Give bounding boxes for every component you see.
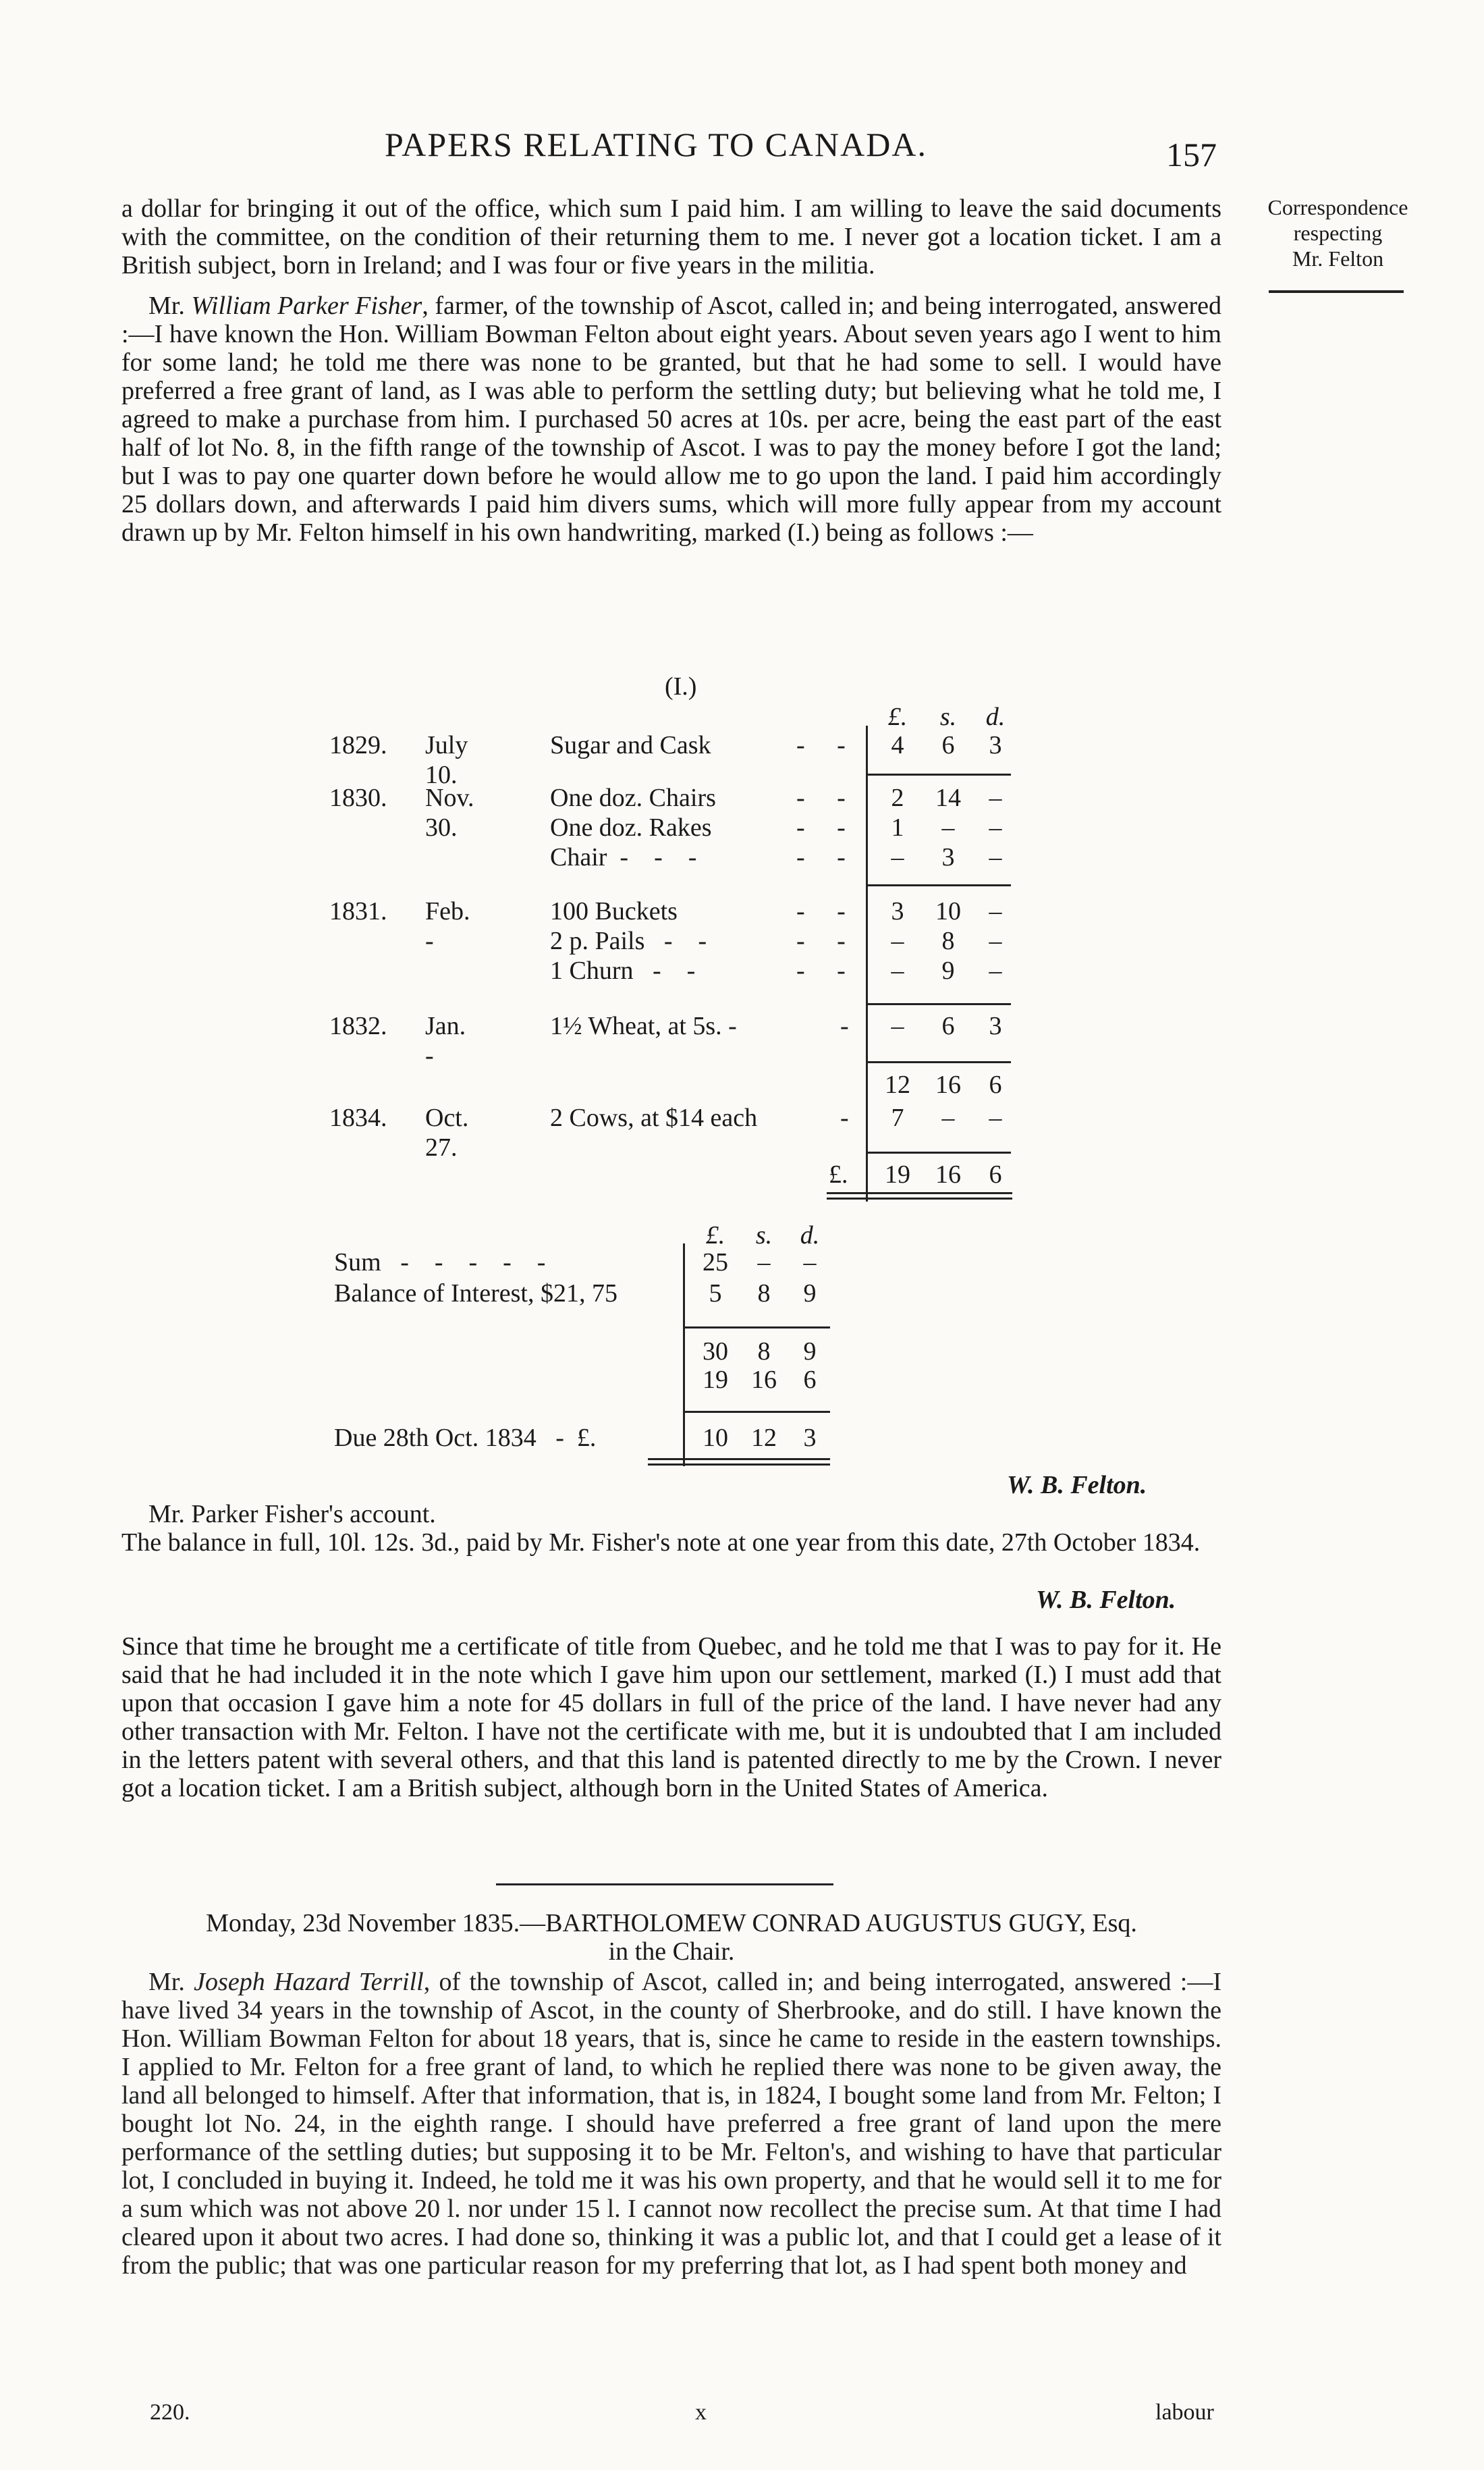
amount-pence: – xyxy=(989,784,1002,812)
amount-pounds: 12 xyxy=(885,1071,910,1099)
margin-note-rule xyxy=(1269,290,1404,293)
summary-shillings: 12 xyxy=(751,1424,777,1452)
entry-leader: - xyxy=(840,1012,849,1040)
entry-leader: - - xyxy=(796,843,846,871)
total-pounds: 19 xyxy=(885,1160,910,1189)
entry-item: Chair - - - xyxy=(550,843,697,871)
footer-catchword: labour xyxy=(1155,2400,1214,2425)
amount-pence: – xyxy=(989,813,1002,842)
signature: W. B. Felton. xyxy=(1036,1586,1176,1614)
entry-item: 1½ Wheat, at 5s. - xyxy=(550,1012,737,1040)
currency-header: £. xyxy=(887,703,908,731)
summary-label: Balance of Interest, $21, 75 xyxy=(334,1279,617,1308)
ledger-rule xyxy=(866,1061,1011,1063)
summary-shillings: 8 xyxy=(757,1279,771,1308)
currency-header: d. xyxy=(985,703,1006,731)
witness-name: William Parker Fisher xyxy=(191,292,422,320)
summary-pounds: 25 xyxy=(703,1248,728,1277)
account-title: (I.) xyxy=(665,672,697,701)
amount-pounds: 2 xyxy=(891,784,904,812)
page-header-title: PAPERS RELATING TO CANADA. xyxy=(385,126,927,163)
entry-item: 2 p. Pails - - xyxy=(550,927,707,955)
summary-shillings: – xyxy=(757,1248,771,1277)
amount-shillings: 14 xyxy=(935,784,961,812)
amount-pence: 3 xyxy=(989,1012,1002,1040)
entry-item: 100 Buckets xyxy=(550,897,678,925)
entry-leader: - - xyxy=(796,784,846,812)
summary-rule xyxy=(683,1326,830,1328)
amount-pence: 3 xyxy=(989,731,1002,759)
paragraph-continued: a dollar for bringing it out of the office, which sum I paid him. I am willing to leave the said documents with the committee, on the condition of their returning them to me. I never got a location ticket. I am a British subject, born in Ireland; and I was four or five years in the militia. xyxy=(121,194,1221,279)
entry-date: July 10. xyxy=(425,731,468,789)
paragraph-certificate: Since that time he brought me a certificate of title from Quebec, and he told me that I was to pay for it. He said that he had included it in the note which I gave him upon our settlement, marked (I.) I must add that upon that occasion I gave him a note for 45 dollars in full of the price of the land. I have never had any other transaction with Mr. Felton. I have not the certificate with me, but it is undoubted that I am included in the letters patent with several others, and that this land is patented directly to me by the Crown. I never got a location ticket. I am a British subject, although born in the United States of America. xyxy=(121,1632,1221,1802)
section-divider xyxy=(496,1883,833,1885)
footer-signature-mark: x xyxy=(695,2400,707,2425)
entry-leader: - - xyxy=(796,813,846,842)
summary-rule xyxy=(683,1411,830,1413)
amount-pounds: 7 xyxy=(891,1104,904,1132)
summary-double-rule xyxy=(648,1464,830,1466)
account-note xyxy=(121,1500,1221,1557)
amount-pounds: 1 xyxy=(891,813,904,842)
margin-note-line: Mr. Felton xyxy=(1292,246,1384,271)
balance-note: The balance in full, 10l. 12s. 3d., paid by Mr. Fisher's note at one year from this date, 27th October 1834. xyxy=(121,1528,1201,1557)
amount-pence: – xyxy=(989,897,1002,925)
entry-item: One doz. Rakes xyxy=(550,813,712,842)
margin-note-line: Correspondence xyxy=(1267,195,1408,219)
ledger-double-rule xyxy=(827,1192,1012,1194)
margin-note-line: respecting xyxy=(1293,221,1383,245)
amount-shillings: 10 xyxy=(935,897,961,925)
summary-pence: 6 xyxy=(803,1366,817,1394)
ledger-rule xyxy=(866,774,1011,776)
ledger-rule xyxy=(866,1003,1011,1005)
session-date: Monday, 23d November 1835.—BARTHOLOMEW CONRAD AUGUSTUS GUGY, Esq. xyxy=(206,1909,1137,1937)
ledger-double-rule xyxy=(827,1198,1012,1200)
paragraph-fisher: Mr. William Parker Fisher, farmer, of the township of Ascot, called in; and being interrogated, answered :—I have known the Hon. William Bowman Felton about eight years. About seven years ago I went to him for some land; he told me there was none to be granted, but that he had some to sell. I would have preferred a free grant of land, as I was able to perform the settling duty; but believing what he told me, I agreed to make a purchase from him. I purchased 50 acres at 10s. per acre, being the east part of the east half of lot No. 8, in the fifth range of the township of Ascot. I was to pay the money before I got the land; but I was to pay one quarter down before he would allow me to go upon the land. I paid him accordingly 25 dollars down, and afterwards I paid him divers sums, which will more fully appear from my account drawn up by Mr. Felton himself in his own handwriting, marked (I.) being as follows :— xyxy=(121,292,1221,547)
amount-shillings: 16 xyxy=(935,1071,961,1099)
ledger-column-rule xyxy=(866,726,868,1202)
ledger-rule xyxy=(866,1152,1011,1154)
entry-leader: - - xyxy=(796,957,846,985)
total-pence: 6 xyxy=(989,1160,1002,1189)
amount-pence: – xyxy=(989,927,1002,955)
summary-pence: – xyxy=(803,1248,817,1277)
currency-header: £. xyxy=(705,1221,725,1250)
summary-pounds: 19 xyxy=(703,1366,728,1394)
total-shillings: 16 xyxy=(935,1160,961,1189)
testimony-paragraph xyxy=(121,194,1221,547)
summary-double-rule xyxy=(648,1458,830,1460)
entry-year: 1832. xyxy=(329,1012,387,1040)
paragraph-terrill-text: Mr. Joseph Hazard Terrill, of the township of Ascot, called in; and being interrogated, answered :—I have lived 34 years in the township of Ascot, in the county of Sherbrooke, and do still. I have known the Hon. William Bowman Felton for about 18 years, that is, since he came to reside in the eastern townships. I applied to Mr. Felton for a free grant of land, to which he replied there was none to be given away, the land all belonged to himself. After that information, that is, in 1824, I bought some land from Mr. Felton; I bought lot No. 24, in the eighth range. I should have preferred a free grant of land upon the mere performance of the settling duties; but supposing it to be Mr. Felton's, and wishing to have that particular lot, I concluded in buying it. Indeed, he told me it was his own property, and that he would sell it to me for a sum which was not above 20 l. nor under 15 l. I cannot now recollect the precise sum. At that time I had cleared upon it about two acres. I had done so, thinking it was a public lot, and that I could get a lease of it from the public; that was one particular reason for my preferring that lot, as I had spent both money and xyxy=(121,1968,1222,2280)
margin-note xyxy=(1248,194,1427,271)
entry-year: 1829. xyxy=(329,731,387,759)
entry-item: 2 Cows, at $14 each xyxy=(550,1104,758,1132)
summary-label: Due 28th Oct. 1834 - £. xyxy=(334,1424,597,1452)
amount-shillings: 8 xyxy=(941,927,955,955)
currency-header: d. xyxy=(800,1221,820,1250)
summary-column-rule xyxy=(683,1243,685,1466)
entry-item: Sugar and Cask xyxy=(550,731,711,759)
amount-shillings: – xyxy=(941,813,955,842)
amount-shillings: – xyxy=(941,1104,955,1132)
amount-pounds: 4 xyxy=(891,731,904,759)
amount-pence: 6 xyxy=(989,1071,1002,1099)
entry-date: Feb. - xyxy=(425,897,470,955)
footer-sheet-number: 220. xyxy=(150,2400,190,2425)
entry-leader: - - xyxy=(796,897,846,925)
entry-date: Oct. 27. xyxy=(425,1104,469,1162)
signature: W. B. Felton. xyxy=(1007,1471,1147,1499)
amount-shillings: 3 xyxy=(941,843,955,871)
amount-shillings: 6 xyxy=(941,731,955,759)
entry-date: Jan. - xyxy=(425,1012,466,1070)
summary-pounds: 30 xyxy=(703,1337,728,1366)
entry-leader: - - xyxy=(796,731,846,759)
entry-item: 1 Churn - - xyxy=(550,957,696,985)
entry-item: One doz. Chairs xyxy=(550,784,716,812)
amount-pounds: – xyxy=(891,957,904,985)
amount-pence: – xyxy=(989,957,1002,985)
paragraph-terrill xyxy=(121,1968,1221,2280)
amount-pounds: – xyxy=(891,1012,904,1040)
currency-header: s. xyxy=(939,703,957,731)
amount-shillings: 9 xyxy=(941,957,955,985)
summary-pounds: 10 xyxy=(703,1424,728,1452)
summary-label: Sum - - - - - xyxy=(334,1248,546,1277)
summary-pounds: 5 xyxy=(709,1279,722,1308)
page-number: 157 xyxy=(1166,136,1217,173)
entry-leader: - - xyxy=(796,927,846,955)
summary-shillings: 16 xyxy=(751,1366,777,1394)
currency-header: s. xyxy=(755,1221,773,1250)
amount-shillings: 6 xyxy=(941,1012,955,1040)
session-heading xyxy=(121,1909,1221,1966)
amount-pounds: 3 xyxy=(891,897,904,925)
amount-pence: – xyxy=(989,1104,1002,1132)
summary-pence: 9 xyxy=(803,1337,817,1366)
session-chair: in the Chair. xyxy=(608,1937,735,1966)
summary-shillings: 8 xyxy=(757,1337,771,1366)
account-label: Mr. Parker Fisher's account. xyxy=(148,1500,436,1528)
summary-pence: 9 xyxy=(803,1279,817,1308)
amount-pence: – xyxy=(989,843,1002,871)
amount-pounds: – xyxy=(891,843,904,871)
entry-date: Nov. 30. xyxy=(425,784,474,842)
ledger-rule xyxy=(866,884,1011,886)
entry-year: 1831. xyxy=(329,897,387,925)
witness-name: Joseph Hazard Terrill xyxy=(194,1968,424,1996)
total-label: £. xyxy=(829,1160,848,1189)
amount-pounds: – xyxy=(891,927,904,955)
entry-leader: - xyxy=(840,1104,849,1132)
entry-year: 1830. xyxy=(329,784,387,812)
summary-pence: 3 xyxy=(803,1424,817,1452)
entry-year: 1834. xyxy=(329,1104,387,1132)
